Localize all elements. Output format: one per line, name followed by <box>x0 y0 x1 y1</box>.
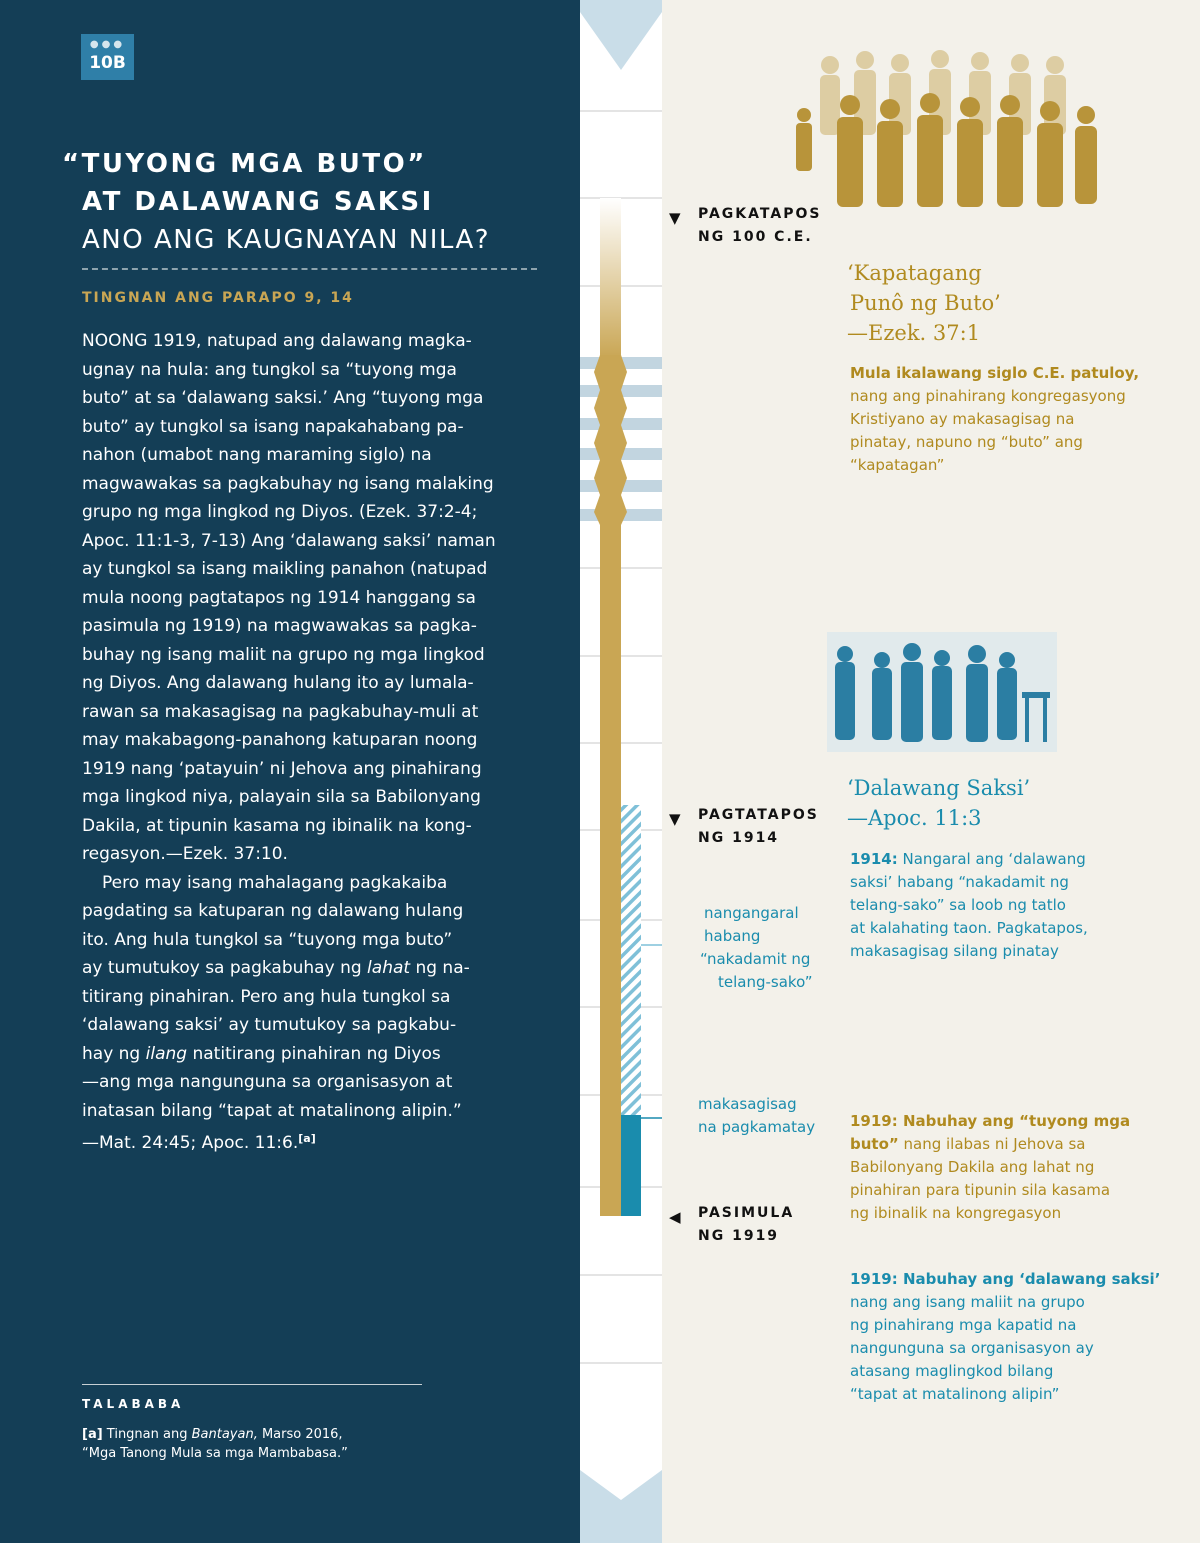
marker-line: PAGTATAPOS <box>698 807 819 823</box>
body-line: NOONG 1919, natupad ang dalawang magka- <box>82 331 472 351</box>
down-triangle-icon: ▼ <box>669 209 681 227</box>
heading-line: ‘Dalawang Saksi’ <box>847 776 1031 800</box>
title-divider <box>82 268 537 270</box>
title-line-1: “TUYONG MGA BUTO” <box>62 149 427 179</box>
body-line: magwawakas sa pagkabuhay ng isang malaking <box>82 473 494 494</box>
body-text-run: ay tumutukoy sa pagkabuhay ng <box>82 958 368 978</box>
note-line: nang ang isang maliit na grupo <box>850 1293 1085 1311</box>
body-line: grupo ng mga lingkod ng Diyos. (Ezek. 37:2-4; <box>82 502 478 522</box>
footnote-title: TALABABA <box>82 1397 185 1411</box>
body-line: mga lingkod niya, palayain sila sa Babilonyang <box>82 787 481 807</box>
footnote-emphasis: Bantayan, <box>191 1427 258 1442</box>
dry-bones-heading <box>847 258 1001 348</box>
body-line: —ang mga nangunguna sa organisasyon at <box>82 1072 453 1092</box>
marker-line: PAGKATAPOS <box>698 206 822 222</box>
witnesses-note <box>850 848 1088 963</box>
body-line: buhay ng isang maliit na grupo ng mga lingkod <box>82 644 485 665</box>
body-text-run: hay ng <box>82 1043 146 1064</box>
label-line: makasagisag <box>698 1095 797 1113</box>
body-line: buto” at sa ‘dalawang saksi.’ Ang “tuyong mga <box>82 388 484 408</box>
title-line-3: ANO ANG KAUGNAYAN NILA? <box>82 225 491 255</box>
label-line: habang <box>704 927 761 945</box>
footnote-divider <box>82 1384 422 1385</box>
label-line: “nakadamit ng <box>700 950 811 968</box>
title-line-2: AT DALAWANG SAKSI <box>82 187 434 217</box>
marker-start-1919 <box>669 1202 795 1248</box>
note-line: telang-sako” sa loob ng tatlo <box>850 896 1066 914</box>
note-line: Babilonyang Dakila ang lahat ng <box>850 1158 1095 1176</box>
body-line: Pero may isang mahalagang pagkakaiba <box>102 872 448 893</box>
heading-line: —Ezek. 37:1 <box>847 321 981 345</box>
body-line: 1919 nang ‘patayuin’ ni Jehova ang pinahirang <box>82 758 482 779</box>
body-line: pagdating sa katuparan ng dalawang hulang <box>82 901 464 921</box>
marker-end-1914 <box>669 804 819 850</box>
heading-line: —Apoc. 11:3 <box>847 806 982 830</box>
note-line: nang ang pinahirang kongregasyong <box>850 387 1126 405</box>
body-line: titirang pinahiran. Pero ang hula tungkol sa <box>82 986 451 1007</box>
section-badge-label: 10B <box>89 53 126 73</box>
body-line: nahon (umabot nang maraming siglo) na <box>82 445 432 465</box>
note-line: pinatay, napuno ng “buto” ang <box>850 433 1083 451</box>
body-line <box>82 1125 537 1158</box>
body-text-run: natitirang pinahiran ng Diyos <box>187 1043 441 1064</box>
body-line: inatasan bilang “tapat at matalinong alipin.” <box>82 1100 462 1121</box>
body-line: Apoc. 11:1-3, 7-13) Ang ‘dalawang saksi’ naman <box>82 530 496 551</box>
heading-line: Punô ng Buto’ <box>850 291 1001 315</box>
body-line: rawan sa makasagisag na pagkabuhay-muli at <box>82 701 479 722</box>
note-run: Nangaral ang ‘dalawang <box>897 850 1086 868</box>
body-line: ng Diyos. Ang dalawang hulang ito ay lumala- <box>82 673 474 693</box>
note-line: makasagisag silang pinatay <box>850 942 1059 960</box>
body-line: pasimula ng 1919) na magwawakas sa pagka- <box>82 616 477 636</box>
label-line: na pagkamatay <box>698 1118 816 1136</box>
body-line <box>82 954 537 983</box>
footnote-line: “Mga Tanong Mula sa mga Mambabasa.” <box>82 1446 348 1461</box>
note-line: nangunguna sa organisasyon ay <box>850 1339 1094 1357</box>
article-title <box>62 145 542 259</box>
body-line: regasyon.—Ezek. 37:10. <box>82 844 288 864</box>
crowd-illustration <box>790 45 1110 215</box>
timeline-track <box>580 0 662 1543</box>
note-line: ng ibinalik na kongregasyon <box>850 1204 1062 1222</box>
emphasis: lahat <box>367 958 411 978</box>
sackcloth-bar <box>621 805 641 1115</box>
sackcloth-label <box>700 902 812 994</box>
footnote-run: Marso 2016, <box>257 1427 343 1442</box>
marker-after-100ce <box>669 203 822 249</box>
paragraph-2 <box>82 869 537 1158</box>
note-bold: 1919: Nabuhay ang ‘dalawang saksi’ <box>850 1270 1161 1288</box>
note-line: saksi’ habang “nakadamit ng <box>850 873 1069 891</box>
body-line: ito. Ang hula tungkol sa “tuyong mga buto” <box>82 929 453 950</box>
article-panel <box>0 0 580 1543</box>
note-bold: buto” <box>850 1135 899 1153</box>
witnesses-revival-note <box>850 1268 1160 1406</box>
timeline-panel <box>662 0 1200 1543</box>
down-triangle-icon: ▼ <box>669 810 681 828</box>
body-line <box>82 1040 537 1069</box>
body-line: may makabagong-panahong katuparan noong <box>82 730 478 750</box>
footnote-run: Tingnan ang <box>102 1427 192 1442</box>
marker-line: NG 1914 <box>698 830 780 846</box>
marker-line: NG 100 C.E. <box>698 229 813 245</box>
body-line: ‘dalawang saksi’ ay tumutukoy sa pagkabu- <box>82 1015 457 1035</box>
body-text-run: ng na- <box>410 958 470 978</box>
body-line: mula noong pagtatapos ng 1914 hanggang sa <box>82 587 476 608</box>
dry-bones-bar-fade <box>600 198 621 358</box>
note-line: pinahiran para tipunin sila kasama <box>850 1181 1111 1199</box>
witnesses-illustration <box>827 632 1057 752</box>
body-line: ay tungkol sa isang maikling panahon (natupad <box>82 559 488 579</box>
note-line: atasang maglingkod bilang <box>850 1362 1054 1380</box>
bones-revival-note <box>850 1110 1130 1225</box>
marker-line: PASIMULA <box>698 1205 795 1221</box>
footnote-line <box>82 1425 442 1444</box>
note-bold: 1919: Nabuhay ang “tuyong mga <box>850 1112 1131 1130</box>
footnote-marker: [a] <box>82 1427 103 1442</box>
note-line: at kalahating taon. Pagkatapos, <box>850 919 1088 937</box>
note-bold: Mula ikalawang siglo C.E. patuloy, <box>850 364 1140 382</box>
paragraph-1 <box>82 327 537 869</box>
dots-icon: ●●● <box>89 39 126 50</box>
witnesses-heading <box>847 773 1030 833</box>
article-body <box>82 327 537 1158</box>
dry-bones-note <box>850 362 1139 477</box>
note-line: Kristiyano ay makasagisag na <box>850 410 1075 428</box>
body-text-run: —Mat. 24:45; Apoc. 11:6. <box>82 1133 299 1153</box>
footnote-link[interactable]: [a] <box>298 1132 316 1145</box>
marker-line: NG 1919 <box>698 1228 780 1244</box>
label-line: nangangaral <box>704 904 799 922</box>
left-triangle-icon: ◀ <box>669 1208 681 1226</box>
death-bar <box>621 1115 641 1216</box>
note-line: “kapatagan” <box>850 456 945 474</box>
label-line: telang-sako” <box>718 973 813 991</box>
paragraph-reference: TINGNAN ANG PARAPO 9, 14 <box>82 290 354 306</box>
note-line: “tapat at matalinong alipin” <box>850 1385 1060 1403</box>
body-line: Dakila, at tipunin kasama ng ibinalik na kong- <box>82 815 472 836</box>
body-line: buto” ay tungkol sa isang napakahabang pa- <box>82 416 464 437</box>
body-line: ugnay na hula: ang tungkol sa “tuyong mga <box>82 359 457 380</box>
emphasis: ilang <box>145 1043 188 1064</box>
note-bold: 1914: <box>850 850 898 868</box>
note-run: nang ilabas ni Jehova sa <box>898 1135 1086 1153</box>
section-badge <box>81 34 134 80</box>
heading-line: ‘Kapatagang <box>847 261 982 285</box>
note-line: ng pinahirang mga kapatid na <box>850 1316 1077 1334</box>
footnote-text <box>82 1425 442 1463</box>
death-label <box>698 1093 815 1139</box>
